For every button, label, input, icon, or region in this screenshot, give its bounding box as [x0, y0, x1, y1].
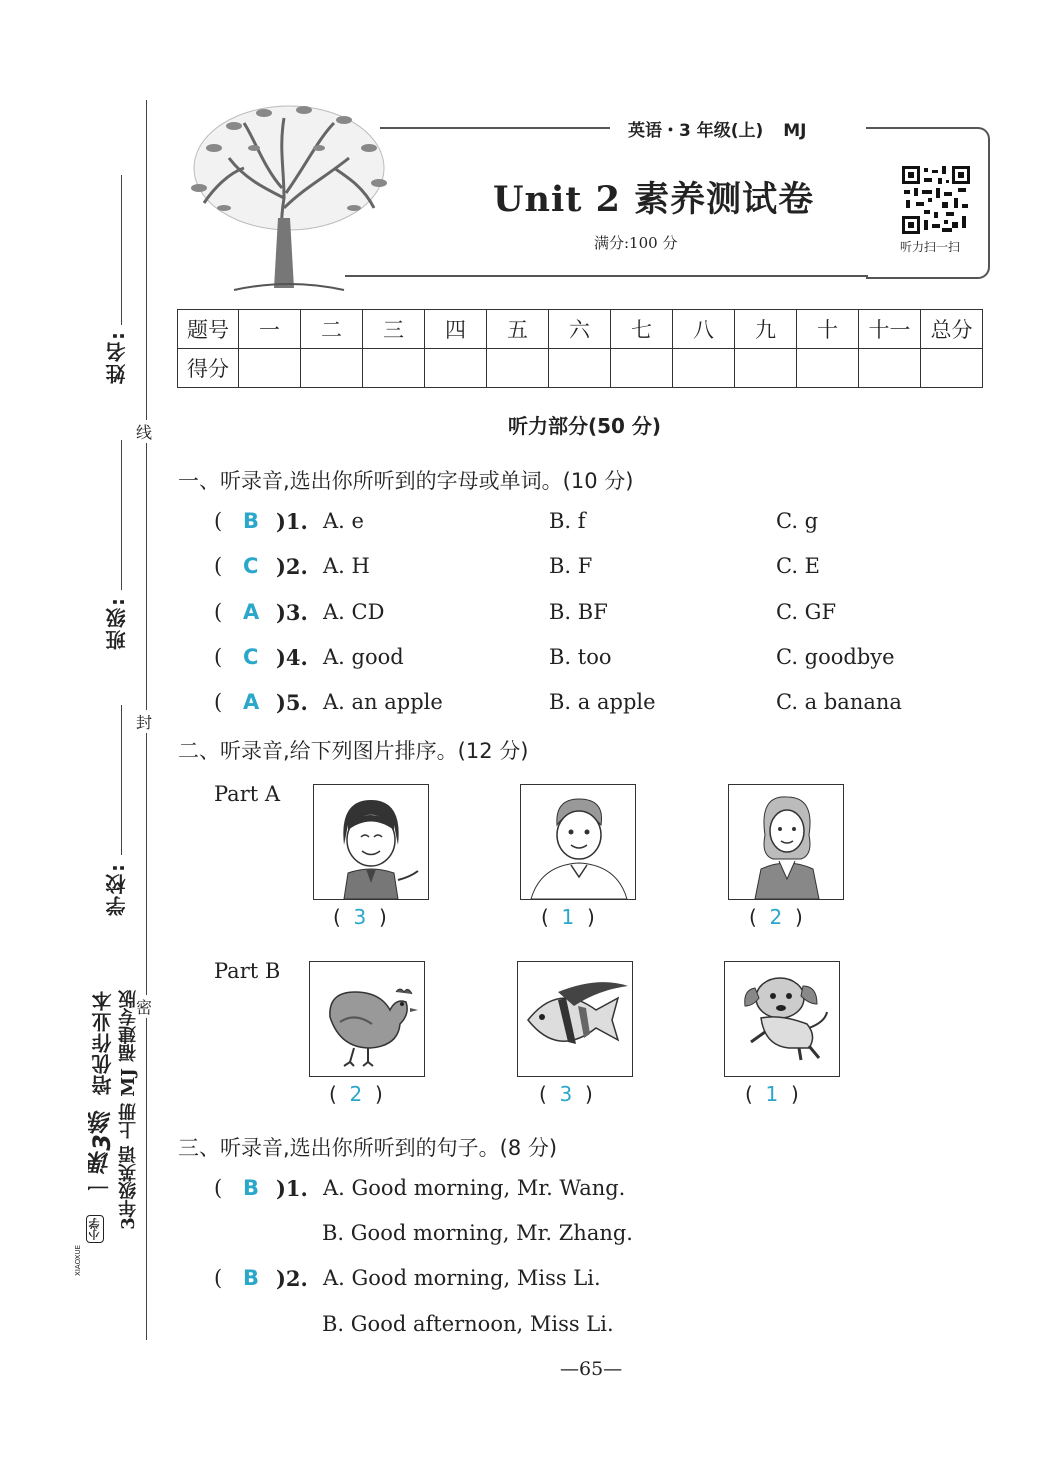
- school-blank: [121, 705, 122, 855]
- option-c[interactable]: C. g: [776, 509, 819, 533]
- part-b-label: Part B: [214, 959, 281, 983]
- score-cell[interactable]: [797, 349, 859, 388]
- score-header-cell: 二: [301, 310, 363, 349]
- score-cell[interactable]: [301, 349, 363, 388]
- answer-mark: C: [243, 645, 259, 669]
- score-cell[interactable]: [735, 349, 797, 388]
- question-number: )4.: [276, 645, 308, 670]
- qr-code-icon: [902, 166, 970, 234]
- score-cell[interactable]: [921, 349, 983, 388]
- part-a-answer-1: ( 3 ): [333, 905, 387, 929]
- page-number: —65—: [560, 1358, 623, 1380]
- answer-mark: 2: [349, 1082, 363, 1106]
- class-blank: [121, 440, 122, 590]
- woman-icon: [729, 785, 843, 899]
- qr-caption: 听力扫一扫: [900, 240, 961, 254]
- hen-icon: [310, 962, 424, 1076]
- part-a-answer-2: ( 1 ): [541, 905, 595, 929]
- option-c[interactable]: C. GF: [776, 600, 837, 624]
- part-b-answer-2: ( 3 ): [539, 1082, 593, 1106]
- girl-icon: [314, 785, 428, 899]
- score-table: [177, 309, 983, 388]
- name-blank: [121, 175, 122, 325]
- option-b[interactable]: B. Good afternoon, Miss Li.: [322, 1312, 614, 1336]
- brand-small: 小学: [86, 1215, 104, 1243]
- score-cell[interactable]: [673, 349, 735, 388]
- section1-title: 一、听录音,选出你所听到的字母或单词。(10 分): [178, 469, 634, 493]
- part-a-answer-3: ( 2 ): [749, 905, 803, 929]
- option-a[interactable]: A. CD: [323, 600, 385, 624]
- picture-boy: [520, 784, 636, 900]
- answer-mark: A: [243, 690, 260, 714]
- score-header-cell: 四: [425, 310, 487, 349]
- dog-icon: [725, 962, 839, 1076]
- score-header-cell: 三: [363, 310, 425, 349]
- full-score: 满分:100 分: [594, 234, 678, 252]
- option-c[interactable]: C. goodbye: [776, 645, 895, 669]
- brand-subtitle: 3年级英语 上册 MJ 福建专版: [118, 990, 139, 1230]
- cut-mark-seal: 封: [136, 710, 152, 733]
- fish-icon: [518, 962, 632, 1076]
- score-header-cell: 七: [611, 310, 673, 349]
- edition-text: MJ: [783, 121, 807, 141]
- cut-mark-secret: 密: [136, 995, 152, 1018]
- score-cell[interactable]: [611, 349, 673, 388]
- answer-mark: 1: [561, 905, 575, 929]
- part-b-answer-3: ( 1 ): [745, 1082, 799, 1106]
- class-label: 班级:: [105, 596, 129, 650]
- tree-illustration: [184, 98, 394, 293]
- brand-title: 培优作业本: [91, 990, 115, 1095]
- question-number: )2.: [276, 554, 308, 579]
- option-c[interactable]: C. E: [776, 554, 820, 578]
- option-a[interactable]: A. an apple: [323, 690, 443, 714]
- score-row-label: 得分: [178, 349, 239, 388]
- option-b[interactable]: B. a apple: [549, 690, 656, 714]
- score-cell[interactable]: [859, 349, 921, 388]
- section2-title: 二、听录音,给下列图片排序。(12 分): [178, 739, 529, 763]
- part-b-answer-1: ( 2 ): [329, 1082, 383, 1106]
- option-a[interactable]: A. Good morning, Mr. Wang.: [323, 1176, 626, 1200]
- header-rule-bottom: [345, 275, 868, 277]
- picture-dog: [724, 961, 840, 1077]
- option-b[interactable]: B. Good morning, Mr. Zhang.: [322, 1221, 633, 1245]
- page-title: Unit 2 素养测试卷: [493, 179, 815, 220]
- picture-girl: [313, 784, 429, 900]
- answer-mark: A: [243, 600, 260, 624]
- option-b[interactable]: B. f: [549, 509, 586, 533]
- option-b[interactable]: B. too: [549, 645, 612, 669]
- answer-mark: B: [243, 1176, 260, 1200]
- answer-mark: 1: [765, 1082, 779, 1106]
- score-header-cell: 八: [673, 310, 735, 349]
- option-a[interactable]: A. H: [323, 554, 370, 578]
- answer-mark: 3: [353, 905, 367, 929]
- option-a[interactable]: A. e: [323, 509, 364, 533]
- option-a[interactable]: A. Good morning, Miss Li.: [323, 1266, 601, 1290]
- score-header-cell: 一: [239, 310, 301, 349]
- answer-mark: B: [243, 1266, 260, 1290]
- header-rule-left: [380, 127, 610, 129]
- score-cell[interactable]: [239, 349, 301, 388]
- part-a-label: Part A: [214, 782, 281, 806]
- option-a[interactable]: A. good: [323, 645, 404, 669]
- section3-title: 三、听录音,选出你所听到的句子。(8 分): [178, 1136, 558, 1160]
- score-header-cell: 六: [549, 310, 611, 349]
- brand-pinyin: XIAOXUE: [74, 1245, 82, 1276]
- score-header-cell: 十: [797, 310, 859, 349]
- score-header-cell: 九: [735, 310, 797, 349]
- subject-label: [628, 116, 806, 141]
- answer-mark: 2: [769, 905, 783, 929]
- score-header-cell: 题号: [178, 310, 239, 349]
- cut-mark-line: 线: [136, 420, 152, 443]
- listening-part-title: 听力部分(50 分): [508, 414, 662, 438]
- school-label: 学校:: [105, 862, 129, 916]
- question-number: )1.: [276, 509, 308, 534]
- name-label: 姓名:: [105, 330, 129, 384]
- score-header-cell: 十一: [859, 310, 921, 349]
- question-number: )5.: [276, 690, 308, 715]
- score-table-score-row: [178, 349, 983, 388]
- score-cell[interactable]: [363, 349, 425, 388]
- picture-woman: [728, 784, 844, 900]
- question-number: )3.: [276, 600, 308, 625]
- answer-mark: B: [243, 509, 260, 533]
- score-cell[interactable]: [425, 349, 487, 388]
- option-b[interactable]: B. BF: [549, 600, 608, 624]
- score-cell[interactable]: [549, 349, 611, 388]
- brand-logo: 一课3练: [88, 1110, 116, 1199]
- answer-mark: C: [243, 554, 259, 578]
- score-cell[interactable]: [487, 349, 549, 388]
- score-header-cell: 总分: [921, 310, 983, 349]
- picture-fish: [517, 961, 633, 1077]
- boy-icon: [521, 785, 635, 899]
- question-number: )2.: [276, 1266, 308, 1291]
- picture-hen: [309, 961, 425, 1077]
- subject-text: 英语・3 年级(上): [628, 121, 764, 141]
- score-header-cell: 五: [487, 310, 549, 349]
- score-table-header-row: [178, 310, 983, 349]
- option-c[interactable]: C. a banana: [776, 690, 902, 714]
- option-b[interactable]: B. F: [549, 554, 593, 578]
- answer-mark: 3: [559, 1082, 573, 1106]
- question-number: )1.: [276, 1176, 308, 1201]
